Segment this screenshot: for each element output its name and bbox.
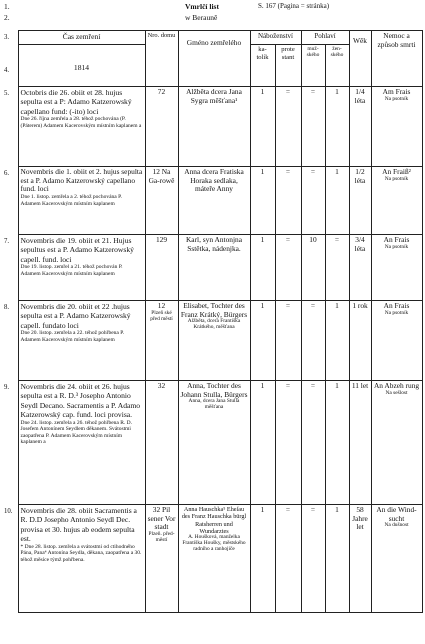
name-cell — [178, 505, 250, 613]
cause-cell — [371, 505, 422, 613]
row-number: 5. — [4, 89, 10, 97]
name-text: Anna Hauschka⁵ Eheſau des Franz Hauschka bürgl Ratsherren und Wundarztes — [181, 506, 247, 535]
house-number: 12 — [157, 301, 166, 310]
line-number: 2. — [4, 13, 10, 22]
cause-note: Na sešlost — [385, 389, 408, 396]
cause-cell — [371, 167, 422, 235]
col-header-age: Wěk — [349, 31, 371, 87]
cause-cell — [371, 381, 422, 505]
age-cell: 1 rok — [349, 301, 371, 381]
col-header-name: Gméno zemřelého — [178, 31, 250, 87]
protestant-cell: = — [275, 301, 301, 381]
male-cell: = — [301, 381, 325, 505]
row-number: 9. — [4, 383, 10, 391]
table-row — [2, 505, 422, 613]
row-number: 8. — [4, 303, 10, 311]
time-text: Octobris die 26. obiit et 28. hujus sepulta est a P: Adamo Katzerowský capellano fund: (-ito) loci — [20, 88, 132, 116]
table-row — [2, 167, 422, 235]
female-cell: 1 — [325, 301, 349, 381]
line-number: 1. — [4, 2, 10, 11]
house-cell — [145, 167, 178, 235]
time-cell — [18, 505, 145, 613]
year-cell: 1814 — [18, 45, 145, 87]
cause-note: Na psotník — [384, 175, 409, 182]
name-note: Anna, dcera Jana Stulla měšťana — [188, 398, 240, 411]
protestant-cell: = — [275, 167, 301, 235]
house-note: Plzeň ské před městí — [150, 309, 173, 322]
age-cell: 1/4 léta — [349, 87, 371, 167]
col-header-catholic: ka-tolík — [250, 45, 275, 87]
table-row — [2, 381, 422, 505]
time-cell — [18, 87, 145, 167]
col-header-female: žen-ského — [325, 45, 349, 87]
house-note: Plzeň. před-městí — [148, 531, 175, 544]
house-number: 129 — [155, 235, 168, 244]
col-header-house: Nro. domu — [145, 31, 178, 87]
female-cell: 1 — [325, 505, 349, 613]
cause-text: Am Frais — [382, 87, 411, 96]
cause-text: An Frais — [383, 301, 410, 310]
house-cell — [145, 235, 178, 301]
page-note: S. 167 (Pagina = stránka) — [258, 2, 330, 10]
col-header-sex: Pohlaví — [301, 31, 349, 45]
col-header-protestant: prote stant — [275, 45, 301, 87]
col-header-religion: Náboženství — [250, 31, 301, 45]
time-note: Dne 1. listop. zemřela a 2. téhož pochována P. Adamem Kacerovským místním kaplanem — [20, 194, 122, 207]
cause-note: Na psotník — [384, 309, 409, 316]
row-number: 3. — [4, 33, 10, 41]
house-number: 72 — [157, 87, 166, 96]
time-text: Novembris die 20. obiit et 22 .hujus sepulta est a P. Adamo Katzerowský capell. fundato loci — [20, 302, 131, 330]
cause-cell — [371, 235, 422, 301]
name-note: Alžběta, dcera Františka Krátkého, měšťana — [187, 318, 241, 331]
age-cell: 58 Jahre let — [349, 505, 371, 613]
catholic-cell: 1 — [250, 167, 275, 235]
female-cell: 1 — [325, 167, 349, 235]
name-text: Karl, syn Antonjna Sstětka, nádenjka. — [185, 235, 243, 253]
death-register-table — [2, 30, 423, 613]
cause-cell — [371, 87, 422, 167]
time-note: Dne 19. listop. zemřel a 21. téhož pochován P. Adamem Kacerovským místním kaplanem — [20, 264, 123, 277]
time-note: * Dne 28. listop. zemřela a svátostmi od ctihodného Pána, Pana⁴ Antonína Seydla, děkana, zaopatřena a 30. téhož měsíce týmž pohřbena. — [20, 543, 142, 563]
col-header-male: muž-ského — [301, 45, 325, 87]
catholic-cell: 1 — [250, 505, 275, 613]
cause-text: An die Wind- sucht — [376, 505, 417, 523]
male-cell: = — [301, 505, 325, 613]
cause-note: Na psotník — [384, 95, 409, 102]
name-text: Anna dcera Fratiska Horaka sedlaka, máteře Anny — [184, 167, 244, 194]
register-subtitle: w Berauně — [185, 13, 218, 22]
time-cell — [18, 235, 145, 301]
name-note: A. Houšková, manželka Františka Houšky, městského radního a ranhojiče — [182, 534, 246, 553]
row-number: 4. — [4, 66, 10, 74]
age-cell: 3/4 léta — [349, 235, 371, 301]
cause-note: Na psotník — [384, 243, 409, 250]
protestant-cell: = — [275, 87, 301, 167]
time-text: Novembris die 24. obiit et 26. hujus sepulta est a R. D.³ Josepho Antonio Seydl Decano. Sacramentis a P. Adamo Katzerowský cap. fund. loci provisa. — [20, 382, 141, 420]
name-cell — [178, 167, 250, 235]
table-row — [2, 301, 422, 381]
cause-text: An Abzeh rung — [373, 381, 420, 390]
protestant-cell: = — [275, 235, 301, 301]
male-cell: = — [301, 87, 325, 167]
time-note: Dne 26. října zemřela a 28. téhož pochována (P. (Páterem) Adamem Kacerovským místním kaplanem a — [20, 116, 142, 129]
house-cell — [145, 301, 178, 381]
catholic-cell: 1 — [250, 87, 275, 167]
house-cell — [145, 381, 178, 505]
row-number: 10. — [4, 507, 13, 515]
col-header-cause: Nemoc a způsob smrti — [371, 31, 422, 87]
col-header-time: Čas zemření — [18, 31, 145, 45]
time-text: Novembris die 28. obiit Sacramentis a R. D.D Josepho Antonio Seydl Dec. provisa et 30. hujus ab eodem sepulta est. — [20, 506, 137, 544]
catholic-cell: 1 — [250, 235, 275, 301]
row-number: 6. — [4, 169, 10, 177]
name-cell — [178, 381, 250, 505]
name-text: Alžběta dcera Jana Sygra měšťana¹ — [186, 87, 242, 105]
time-text: Novembris die 1. obiit et 2. hujus sepulta est a P. Adamo Katzerowský capellano fund. loci — [20, 167, 143, 194]
age-cell: 11 let — [349, 381, 371, 505]
cause-text: An Fraiß² — [382, 167, 411, 176]
table-row — [2, 87, 422, 167]
register-title: Vmrlčí list — [185, 2, 219, 11]
protestant-cell: = — [275, 505, 301, 613]
time-cell — [18, 301, 145, 381]
time-note: Dne 24. listop. zemřela a 26. téhož pohřbena R. D. Josefem Antonínem Seydlem děkanem. Svátostmi zaopatřena P. Adamem Kacerovským místním kaplanem a — [20, 419, 132, 445]
house-number: 32 Pil sener Vor stadt — [147, 505, 176, 532]
male-cell: 10 — [301, 235, 325, 301]
male-cell: = — [301, 301, 325, 381]
time-text: Novembris die 19. obiit et 21. Hujus sepultus est a P. Adamo Katzerowský capell. fund. loci — [20, 236, 134, 264]
cause-text: An Frais — [383, 235, 410, 244]
time-cell — [18, 167, 145, 235]
house-number: 12 Na Ga-rowě — [148, 167, 175, 185]
table-row — [2, 235, 422, 301]
male-cell: = — [301, 167, 325, 235]
time-note: Dne 20. listop. zemřela a 22. téhož pohřbena P. Adamem Kacerovským místním kaplanem — [20, 330, 125, 343]
name-cell — [178, 235, 250, 301]
name-text: Elisabet, Tochter des Franz Krátký, Bürgers — [180, 301, 248, 319]
row-number: 7. — [4, 237, 10, 245]
protestant-cell: = — [275, 381, 301, 505]
time-cell — [18, 381, 145, 505]
catholic-cell: 1 — [250, 381, 275, 505]
female-cell: 1 — [325, 87, 349, 167]
house-number: 32 — [157, 381, 166, 390]
female-cell: = — [325, 235, 349, 301]
female-cell: 1 — [325, 381, 349, 505]
cause-note: Na dušnost — [384, 522, 409, 529]
catholic-cell: 1 — [250, 301, 275, 381]
house-cell — [145, 87, 178, 167]
age-cell: 1/2 léta — [349, 167, 371, 235]
name-cell — [178, 301, 250, 381]
house-cell — [145, 505, 178, 613]
name-cell — [178, 87, 250, 167]
name-text: Anna, Tochter des Johann Stulla, Bürgers — [180, 381, 248, 399]
cause-cell — [371, 301, 422, 381]
